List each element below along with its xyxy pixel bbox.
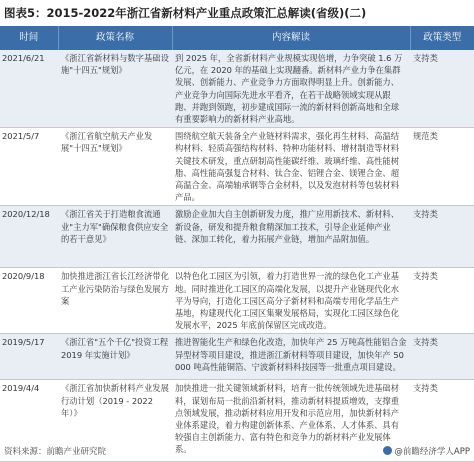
table-row — [0, 206, 474, 268]
row-date: 2019/4/4 — [0, 380, 58, 462]
table-row — [0, 268, 474, 334]
row-policy: 《浙江省关于打造粮食流通业"主力军"确保粮食供应安全的若干意见》 — [58, 206, 172, 268]
row-policy: 《浙江省"五个千亿"投资工程 2019 年实施计划》 — [58, 334, 172, 380]
policy-table — [0, 26, 474, 462]
row-date: 2021/6/21 — [0, 50, 58, 128]
row-content: 到 2025 年，全省新材料产业规模实现倍增，力争突破 1.6 万亿元，在 2020 年的基础上实现翻番。新材料产业力争在集群发展、创新能力、产业竞争力方面取得明显上升。创新能力、产业竞争力向国际先进水平看齐，在若干战略领域实现从跟跑、并跑到领跑，初步建成国际一流的新材料创新高地和全球有重要影响力的新材料产业高地。 — [172, 50, 410, 128]
row-type: 支持类 — [410, 334, 474, 380]
header-content: 内容解读 — [172, 26, 410, 50]
row-type: 支持类 — [410, 380, 474, 462]
source-note: 资料来源：前瞻产业研究院 — [4, 447, 107, 457]
row-policy: 《浙江省加快新材料产业发展行动计划（2019 - 2022 年）》 — [58, 380, 172, 462]
row-type: 支持类 — [410, 268, 474, 334]
table-row — [0, 50, 474, 128]
brand-label: @前瞻经济学人APP — [394, 447, 470, 457]
row-date: 2019/5/17 — [0, 334, 58, 380]
row-policy: 《浙江省新材料与数字基础设施"十四五"规划》 — [58, 50, 172, 128]
header-date: 时间 — [0, 26, 58, 50]
table-row — [0, 334, 474, 380]
row-policy: 《浙江省航空航天产业发展"十四五"规划》 — [58, 128, 172, 206]
row-content: 加快推进一批关键领域新材料，培育一批传统领域先进基础材料，谋划布局一批前沿新材料，推动新材料提质增效，支撑重点领域发展，推动新材料应用开发和示范应用，加快新材料产业体系建设，着力构建创新体系、产业体系、人才体系、具有较强自主创新能力、富有特色和竞争力的新材料产业发展体系。 — [172, 380, 410, 462]
row-date: 2020/12/18 — [0, 206, 58, 268]
row-content: 推进智能化生产和绿色化改造，加快年产 25 万吨高性能铝合金异型材等项目建设，推进浙江新材料等项目建设，加快年产 50000 吨高性能铜箔、宁波新材料科技园等一批重点项目建设。 — [172, 334, 410, 380]
footer — [0, 442, 474, 462]
brand-credit — [383, 442, 470, 462]
header-policy: 政策名称 — [58, 26, 172, 50]
page-title: 图表5：2015-2022年浙江省新材料产业重点政策汇总解读(省级)(二) — [4, 6, 367, 20]
row-content: 围绕航空航天装备全产业链材料需求，强化再生材料、高温结构材料、轻质高强结构材料、特种功能材料、增材制造等材料关键技术研发，重点研制高性能碳纤维、玻璃纤维、高性能树脂、高性能高强复合材料、钛合金、铝锂合金、镁锂合金、超高温合金、高端轴承钢等合金材料，以及发泡材料等包装材料产品。 — [172, 128, 410, 206]
brand-logo-icon — [383, 446, 392, 455]
row-type: 规范类 — [410, 128, 474, 206]
row-date: 2021/5/7 — [0, 128, 58, 206]
header-type: 政策类型 — [410, 26, 474, 50]
row-date: 2020/9/18 — [0, 268, 58, 334]
table-header — [0, 26, 474, 50]
row-policy: 加快推进浙江省长江经济带化工产业污染防治与绿色发展方案 — [58, 268, 172, 334]
row-content: 激励企业加大自主创新研发力度，推广应用新技术、新材料、新设备，研发和提升粮食精深加工技术，引导企业延伸产业链、深加工转化，着力拓展产业链，增加产品附加值。 — [172, 206, 410, 268]
table-row — [0, 128, 474, 206]
row-content: 以特色化工园区为引领，着力打造世界一流的绿色化工产业基地。同时推进化工园区的高端化发展，以提升产业链现代化水平为导向，打造化工园区高分子新材料和高端专用化学品生产基地，构建现代化工园区集聚发展格局，实现化工园区绿色化发展水平，2025 年底前保留区完成改造。 — [172, 268, 410, 334]
row-type: 支持类 — [410, 206, 474, 268]
row-type: 支持类 — [410, 50, 474, 128]
